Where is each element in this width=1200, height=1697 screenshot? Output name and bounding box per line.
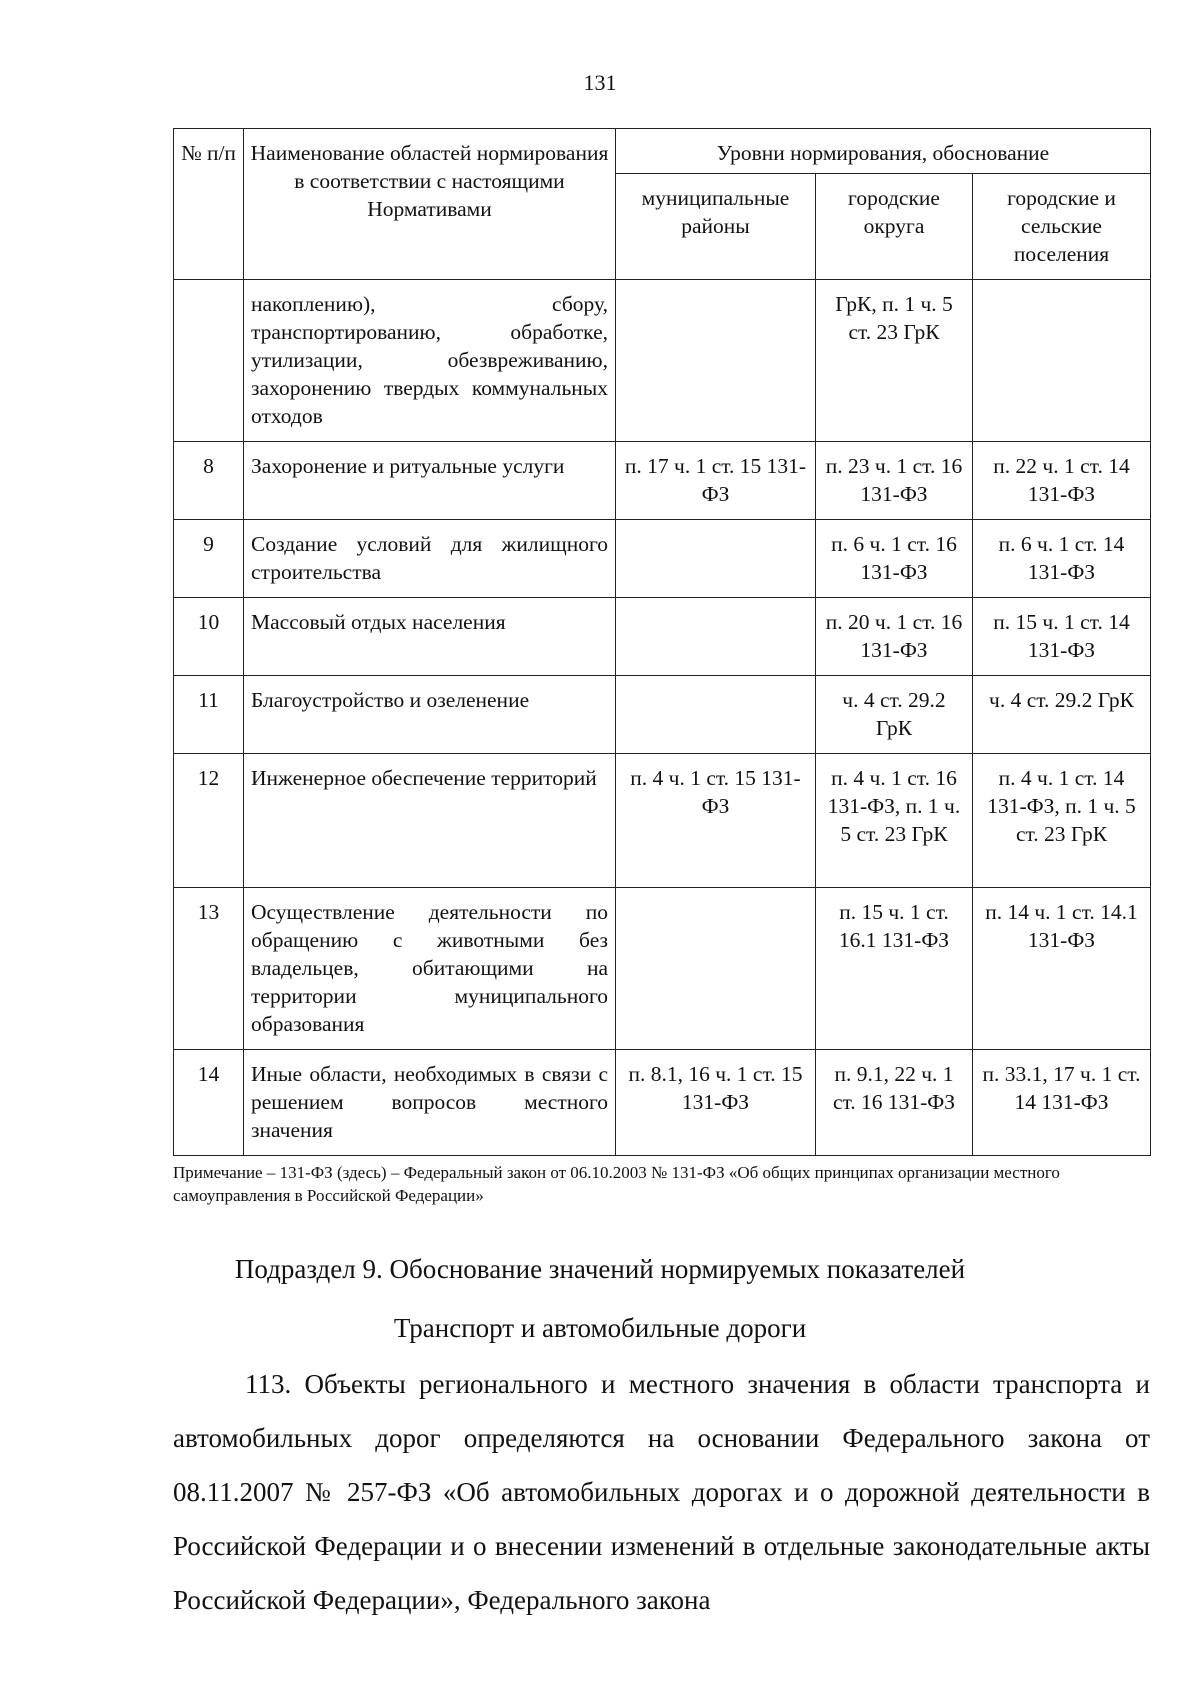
row-urban: п. 6 ч. 1 ст. 16 131-ФЗ (816, 520, 973, 598)
row-municipal: п. 4 ч. 1 ст. 15 131-ФЗ (616, 754, 816, 888)
table-row (174, 442, 1151, 520)
row-municipal (616, 888, 816, 1050)
header-municipal: муниципальные районы (616, 174, 816, 280)
row-num: 14 (174, 1050, 244, 1156)
row-name: Массовый отдых населения (244, 598, 616, 676)
row-name: накоплению), сбору, транспортированию, обработке, утилизации, обезвреживанию, захоронению твердых коммунальных отходов (244, 280, 616, 442)
table-header-row (174, 129, 1151, 174)
page-number: 131 (583, 70, 617, 95)
row-name: Инженерное обеспечение территорий (244, 754, 616, 888)
row-settlements: п. 22 ч. 1 ст. 14 131-ФЗ (973, 442, 1151, 520)
row-settlements: п. 14 ч. 1 ст. 14.1 131-ФЗ (973, 888, 1151, 1050)
table-row (174, 676, 1151, 754)
header-num: № п/п (174, 129, 244, 280)
row-num (174, 280, 244, 442)
row-name: Иные области, необходимых в связи с решением вопросов местного значения (244, 1050, 616, 1156)
row-num: 8 (174, 442, 244, 520)
row-urban: п. 9.1, 22 ч. 1 ст. 16 131-ФЗ (816, 1050, 973, 1156)
row-num: 11 (174, 676, 244, 754)
header-name: Наименование областей нормирования в соответствии с настоящими Нормативами (244, 129, 616, 280)
row-municipal (616, 280, 816, 442)
row-urban: п. 20 ч. 1 ст. 16 131-ФЗ (816, 598, 973, 676)
topic-title: Транспорт и автомобильные дороги (393, 1313, 807, 1343)
row-municipal (616, 520, 816, 598)
row-urban: ГрК, п. 1 ч. 5 ст. 23 ГрК (816, 280, 973, 442)
header-settlements: городские и сельские поселения (973, 174, 1151, 280)
table-row (174, 280, 1151, 442)
table-row (174, 520, 1151, 598)
row-municipal: п. 17 ч. 1 ст. 15 131-ФЗ (616, 442, 816, 520)
table-row (174, 1050, 1151, 1156)
row-urban: п. 23 ч. 1 ст. 16 131-ФЗ (816, 442, 973, 520)
header-levels: Уровни нормирования, обоснование (616, 129, 1151, 174)
row-municipal (616, 598, 816, 676)
row-num: 13 (174, 888, 244, 1050)
header-urban-districts: городские округа (816, 174, 973, 280)
table-row (174, 754, 1151, 888)
row-settlements: п. 4 ч. 1 ст. 14 131-ФЗ, п. 1 ч. 5 ст. 23 ГрК (973, 754, 1151, 888)
paragraph-113: 113. Объекты регионального и местного значения в области транспорта и автомобильных дорог определяются на основании Федерального закона от 08.11.2007 № 257-ФЗ «Об автомобильных дорогах и о дорожной деятельности в Российской Федерации и о внесении изменений в отдельные законодательные акты Российской Федерации», Федерального закона (173, 1369, 1150, 1615)
row-urban: п. 4 ч. 1 ст. 16 131-ФЗ, п. 1 ч. 5 ст. 23 ГрК (816, 754, 973, 888)
row-settlements: п. 15 ч. 1 ст. 14 131-ФЗ (973, 598, 1151, 676)
subsection-title: Подраздел 9. Обоснование значений нормируемых показателей (234, 1254, 966, 1284)
row-urban: п. 15 ч. 1 ст. 16.1 131-ФЗ (816, 888, 973, 1050)
row-name: Захоронение и ритуальные услуги (244, 442, 616, 520)
row-name: Осуществление деятельности по обращению с животными без владельцев, обитающими на территории муниципального образования (244, 888, 616, 1050)
row-num: 9 (174, 520, 244, 598)
row-municipal (616, 676, 816, 754)
row-num: 12 (174, 754, 244, 888)
row-num: 10 (174, 598, 244, 676)
row-urban: ч. 4 ст. 29.2 ГрК (816, 676, 973, 754)
row-settlements (973, 280, 1151, 442)
row-name: Создание условий для жилищного строительства (244, 520, 616, 598)
table-row (174, 598, 1151, 676)
normative-table (173, 128, 1151, 1156)
row-settlements: ч. 4 ст. 29.2 ГрК (973, 676, 1151, 754)
table-note: Примечание – 131-ФЗ (здесь) – Федеральный закон от 06.10.2003 № 131-ФЗ «Об общих принципах организации местного самоуправления в Российской Федерации» (173, 1163, 1060, 1205)
row-settlements: п. 6 ч. 1 ст. 14 131-ФЗ (973, 520, 1151, 598)
row-name: Благоустройство и озеленение (244, 676, 616, 754)
row-settlements: п. 33.1, 17 ч. 1 ст. 14 131-ФЗ (973, 1050, 1151, 1156)
row-municipal: п. 8.1, 16 ч. 1 ст. 15 131-ФЗ (616, 1050, 816, 1156)
table-row (174, 888, 1151, 1050)
